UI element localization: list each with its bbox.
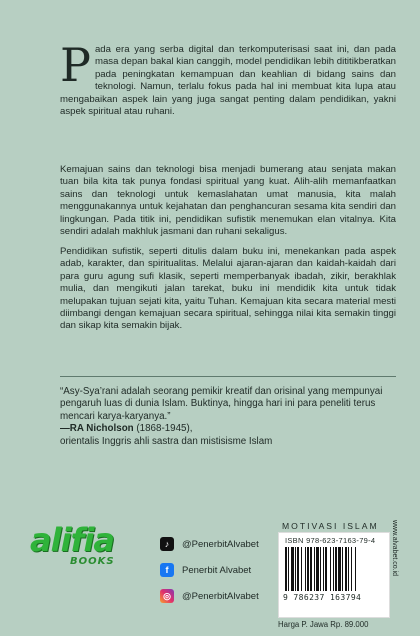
barcode-block (278, 532, 390, 618)
paragraph-text: ada era yang serba digital dan terkomputerisasi saat ini, dan pada masa depan bakal kian canggih, model pendidikan lebih dititikberatkan pada peningkatan kemampuan dan keahlian di bidang sains dan teknologi. Namun, terlalu fokus pada hal ini membuat kita lupa atau mengabaikan aspek lain yang juga sangat penting dalam pendidikan, yakni aspek spiritual atau ruhani. (60, 44, 396, 118)
social-tiktok[interactable] (160, 534, 259, 554)
social-instagram[interactable] (160, 586, 259, 606)
social-facebook[interactable] (160, 560, 259, 580)
facebook-handle: Penerbit Alvabet (182, 564, 252, 576)
isbn: ISBN 978-623-7163-79-4 (285, 536, 376, 545)
quote-author-years: (1868-1945), (133, 423, 193, 435)
synopsis-paragraph-2: Kemajuan sains dan teknologi bisa menjadi bumerang atau senjata makan tuan bila kita tak punya fondasi spiritual yang kuat. Alih-alih memanfaatkan sains dan teknologi untuk kemaslahatan umat manusia, kita malah menggunakannya untuk kejahatan dan penghancuran sesama kita sendiri dan lingkungan. Pada titik ini, pendidikan sufistik menemukan elan vitalnya. Kita sendiri adalah makhluk jasmani dan ruhani sekaligus. (60, 164, 396, 238)
price: Harga P. Jawa Rp. 89.000 (278, 620, 369, 629)
synopsis-paragraph-3: Pendidikan sufistik, seperti ditulis dalam buku ini, menekankan pada aspek adab, karakter, dan spiritualitas. Melalui ajaran-ajaran dan kaidah-kaidah dari para guru agung sufi klasik, seperti memperbanyak ibadah, zikir, berakhlak mulia, dan mengikuti jalan tarekat, buku ini mendidik kita untuk tidak melupakan tujuan sejati kita, yaitu Tuhan. Kemajuan kita secara material mesti diimbangi dengan kemajuan secara spiritual, sehingga nilai kita semakin tinggi dan sikap kita semakin bijak. (60, 246, 396, 332)
tiktok-handle: @PenerbitAlvabet (182, 538, 259, 550)
logo-subtitle: BOOKS (70, 556, 115, 567)
tiktok-icon: ♪ (160, 537, 174, 551)
instagram-icon: ◎ (160, 589, 174, 603)
quote-attribution (60, 423, 396, 435)
instagram-handle: @PenerbitAlvabet (182, 590, 259, 602)
divider (60, 376, 396, 377)
quote-author-role: orientalis Inggris ahli sastra dan mistisisme Islam (60, 435, 273, 447)
quote-text: “Asy-Sya’rani adalah seorang pemikir kreatif dan orisinal yang mempunyai pengaruh luas di dunia Islam. Buktinya, hingga hari ini para peneliti terus mencari karya-karyanya.” (60, 386, 383, 422)
publisher-logo (30, 521, 130, 580)
book-category: MOTIVASI ISLAM (282, 521, 379, 531)
facebook-icon: f (160, 563, 174, 577)
social-links (160, 534, 259, 612)
endorsement-quote (60, 386, 396, 448)
publisher-website: www.alvabet.co.id (391, 520, 398, 577)
barcode-digits: 9 786237 163794 (283, 593, 362, 602)
barcode-icon (285, 547, 381, 593)
drop-cap: P (60, 38, 91, 92)
quote-author: —RA Nicholson (60, 423, 134, 435)
logo-word: alifia (30, 521, 115, 559)
synopsis-paragraph-1 (60, 38, 396, 118)
